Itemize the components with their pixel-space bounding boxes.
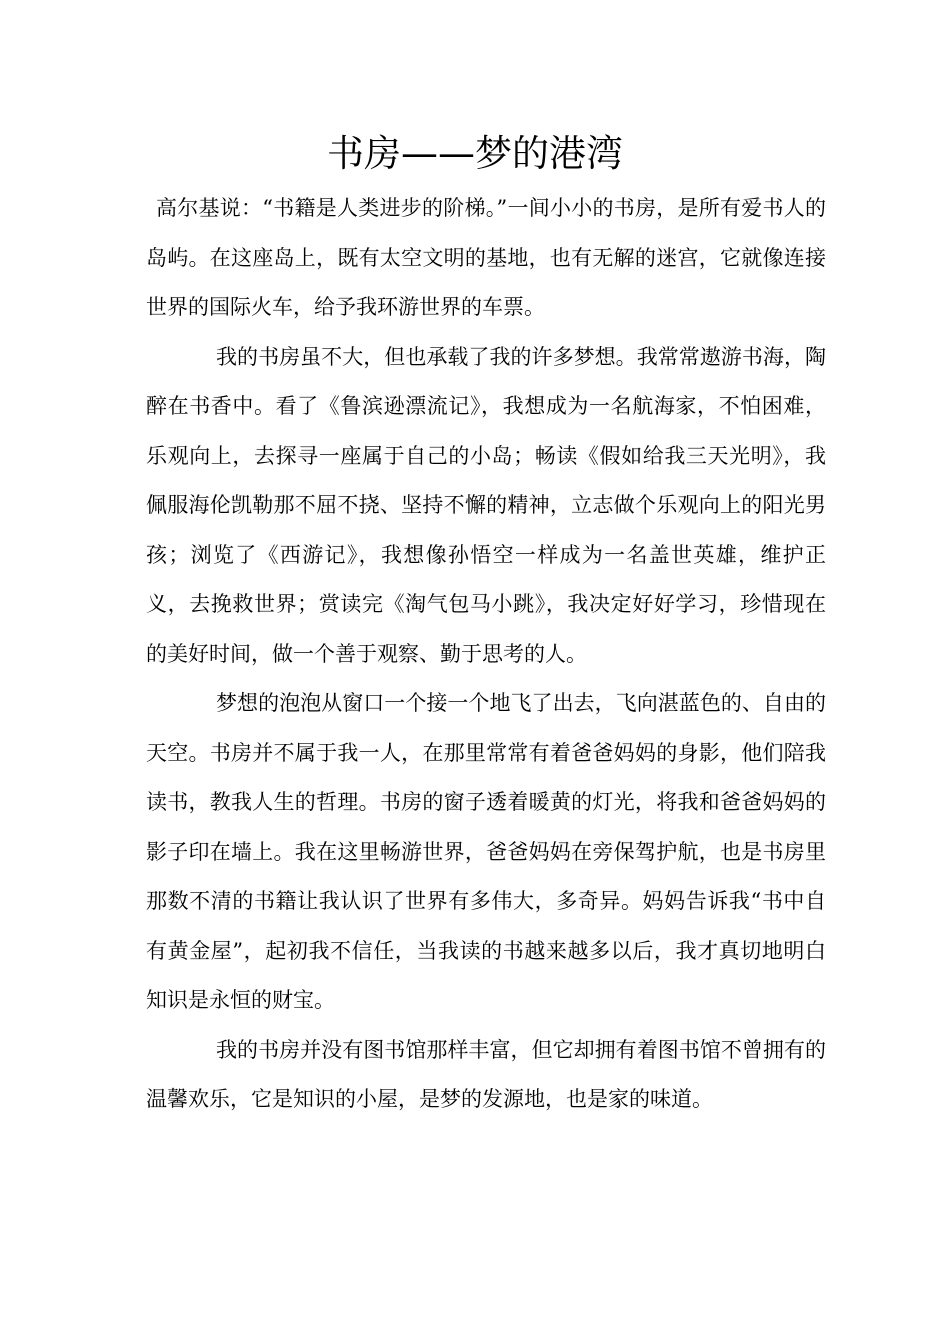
- document-body: [146, 184, 826, 1125]
- document-title: 书房——梦的港湾: [327, 132, 623, 175]
- paragraph-2: 我的书房虽不大，但也承载了我的许多梦想。我常常遨游书海，陶醉在书香中。看了《鲁滨逊漂流记》，我想成为一名航海家，不怕困难，乐观向上，去探寻一座属于自己的小岛；畅读《假如给我三天光明》，我佩服海伦凯勒那不屈不挠、坚持不懈的精神，立志做个乐观向上的阳光男孩；浏览了《西游记》，我想像孙悟空一样成为一名盖世英雄，维护正义，去挽救世界；赏读完《淘气包马小跳》，我决定好好学习，珍惜现在的美好时间，做一个善于观察、勤于思考的人。: [146, 344, 826, 666]
- paragraph-3: 梦想的泡泡从窗口一个接一个地飞了出去，飞向湛蓝色的、自由的天空。书房并不属于我一人，在那里常常有着爸爸妈妈的身影，他们陪我读书，教我人生的哲理。书房的窗子透着暖黄的灯光，将我和爸爸妈妈的影子印在墙上。我在这里畅游世界，爸爸妈妈在旁保驾护航，也是书房里那数不清的书籍让我认识了世界有多伟大，多奇异。妈妈告诉我“书中自有黄金屋”，起初我不信任，当我读的书越来越多以后，我才真切地明白知识是永恒的财宝。: [146, 691, 826, 1012]
- paragraph-1: 高尔基说：“书籍是人类进步的阶梯。”一间小小的书房，是所有爱书人的岛屿。在这座岛上，既有太空文明的基地，也有无解的迷宫，它就像连接世界的国际火车，给予我环游世界的车票。: [146, 196, 826, 319]
- paragraph-4: 我的书房并没有图书馆那样丰富，但它却拥有着图书馆不曾拥有的温馨欢乐，它是知识的小屋，是梦的发源地，也是家的味道。: [146, 1037, 826, 1111]
